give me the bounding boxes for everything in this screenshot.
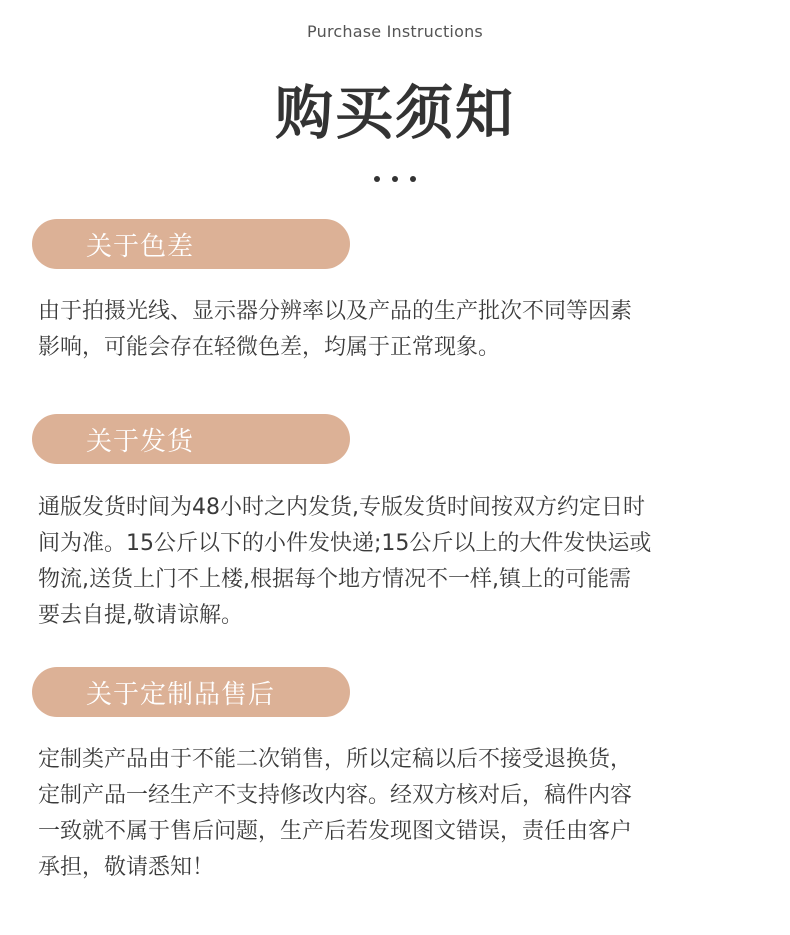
section-body-shipping (38, 490, 758, 634)
paragraph-line: 定制产品一经生产不支持修改内容。经双方核对后，稿件内容 (38, 783, 633, 808)
dot (410, 176, 416, 182)
section-heading-label: 关于色差 (86, 231, 195, 262)
section-heading-shipping (32, 414, 350, 464)
paragraph-line: 定制类产品由于不能二次销售，所以定稿以后不接受退换货， (38, 747, 633, 772)
section-heading-color-difference (32, 219, 350, 269)
dot (392, 176, 398, 182)
page-title: 购买须知 (274, 79, 515, 147)
dot (374, 176, 380, 182)
paragraph-line: 要去自提,敬请谅解。 (38, 603, 243, 628)
paragraph-line: 由于拍摄光线、显示器分辨率以及产品的生产批次不同等因素 (38, 299, 633, 324)
section-heading-label: 关于发货 (86, 426, 195, 457)
dots-divider (0, 176, 790, 182)
paragraph-line: 一致就不属于售后问题，生产后若发现图文错误，责任由客户 (38, 819, 633, 844)
subtitle-en: Purchase Instructions (307, 22, 483, 41)
section-body-custom-after-sales (38, 742, 758, 886)
section-heading-label: 关于定制品售后 (86, 679, 276, 710)
paragraph-line: 物流,送货上门不上楼,根据每个地方情况不一样,镇上的可能需 (38, 567, 631, 592)
paragraph-line: 通版发货时间为48小时之内发货,专版发货时间按双方约定日时 (38, 495, 645, 520)
paragraph-line: 影响，可能会存在轻微色差，均属于正常现象。 (38, 335, 501, 360)
section-body-color-difference (38, 294, 758, 366)
paragraph-line: 承担，敬请悉知！ (38, 855, 215, 880)
section-heading-custom-after-sales (32, 667, 350, 717)
paragraph-line: 间为准。15公斤以下的小件发快递;15公斤以上的大件发快运或 (38, 531, 652, 556)
